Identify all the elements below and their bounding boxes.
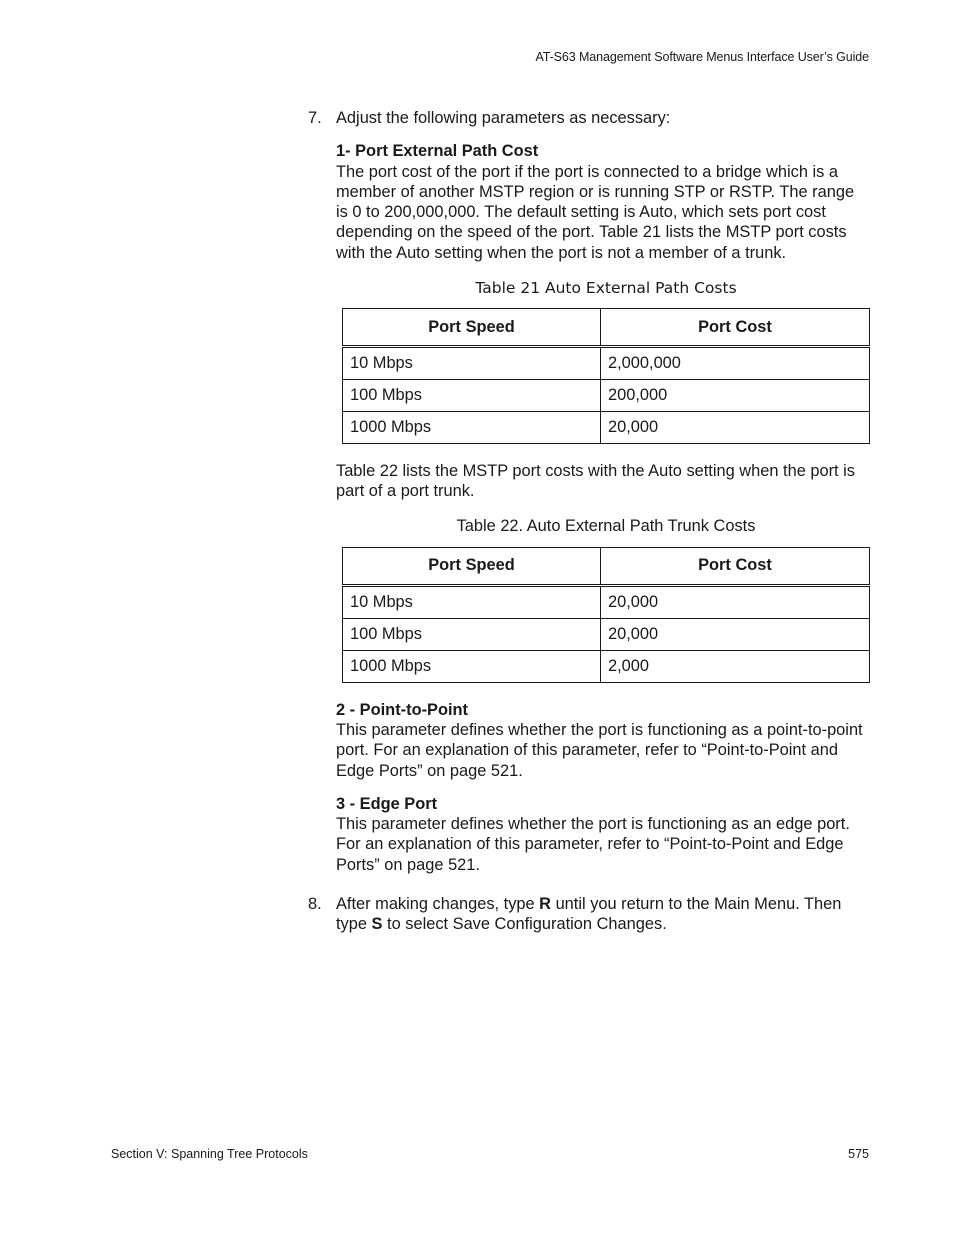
step-7: [308, 108, 870, 128]
table-header-row: [343, 547, 870, 585]
table-22-caption: Table 22. Auto External Path Trunk Costs: [456, 516, 756, 535]
table-row: [343, 380, 870, 412]
footer-section: Section V: Spanning Tree Protocols: [111, 1147, 308, 1161]
step-text-part: After making changes, type: [336, 895, 540, 914]
step-text: [336, 894, 870, 935]
column-header-port-speed: Port Speed: [343, 309, 601, 347]
cell-port-speed: 100 Mbps: [343, 380, 601, 412]
table-21-caption: Table 21 Auto External Path Costs: [475, 279, 737, 298]
cell-port-speed: 100 Mbps: [343, 618, 601, 650]
param-description: This parameter defines whether the port is functioning as an edge port. For an explanation of this parameter, refer to “Point-to-Point and Edge Ports” on page 521.: [336, 815, 850, 874]
table-row: [343, 585, 870, 618]
cell-port-cost: 20,000: [601, 412, 870, 444]
table-row: [343, 412, 870, 444]
page-content: [308, 108, 870, 935]
cell-port-speed: 1000 Mbps: [343, 650, 601, 682]
cell-port-speed: 10 Mbps: [343, 585, 601, 618]
param-title: 2 - Point-to-Point: [336, 700, 469, 719]
cell-port-cost: 20,000: [601, 585, 870, 618]
step-text: Adjust the following parameters as necessary:: [336, 109, 671, 127]
cell-port-cost: 2,000: [601, 650, 870, 682]
param-edge-port: [336, 794, 870, 875]
table-row: [343, 347, 870, 380]
param-description: This parameter defines whether the port is functioning as a point-to-point port. For an explanation of this parameter, refer to “Point-to-Point and Edge Ports” on page 521.: [336, 720, 863, 780]
step-text-part: until you return to the Main Menu. Then type: [336, 895, 842, 934]
table-22-auto-external-path-trunk-costs: [342, 547, 870, 683]
cell-port-speed: 1000 Mbps: [343, 412, 601, 444]
table-header-row: [343, 309, 870, 347]
cell-port-cost: 200,000: [601, 380, 870, 412]
step-8: [308, 894, 870, 935]
column-header-port-cost: Port Cost: [601, 309, 870, 347]
key-r: R: [539, 895, 552, 914]
param-description: The port cost of the port if the port is connected to a bridge which is a member of another MSTP region or is running STP or RSTP. The range is 0 to 200,000,000. The default setting is Auto, which sets port cost depending on the speed of the port. Table 21 lists the MSTP port costs with the Auto setting when the port is not a member of a trunk.: [336, 162, 855, 262]
step-text-part: to select Save Configuration Changes.: [382, 915, 667, 934]
table-22-intro: Table 22 lists the MSTP port costs with the Auto setting when the port is part of a port trunk.: [336, 462, 856, 501]
table-21-auto-external-path-costs: [342, 308, 870, 444]
param-title: 3 - Edge Port: [336, 794, 438, 813]
step-number: 8.: [308, 895, 322, 914]
param-point-to-point: [336, 700, 870, 781]
table-row: [343, 618, 870, 650]
key-s: S: [371, 915, 383, 934]
page-number: 575: [848, 1147, 869, 1161]
step-number: 7.: [308, 109, 322, 127]
column-header-port-cost: Port Cost: [601, 547, 870, 585]
step-7-body: [336, 141, 870, 875]
running-header: AT-S63 Management Software Menus Interface User’s Guide: [535, 50, 869, 64]
param-port-external-path-cost: [336, 141, 870, 263]
table-row: [343, 650, 870, 682]
cell-port-cost: 20,000: [601, 618, 870, 650]
cell-port-cost: 2,000,000: [601, 347, 870, 380]
cell-port-speed: 10 Mbps: [343, 347, 601, 380]
param-title: 1- Port External Path Cost: [336, 142, 539, 161]
column-header-port-speed: Port Speed: [343, 547, 601, 585]
